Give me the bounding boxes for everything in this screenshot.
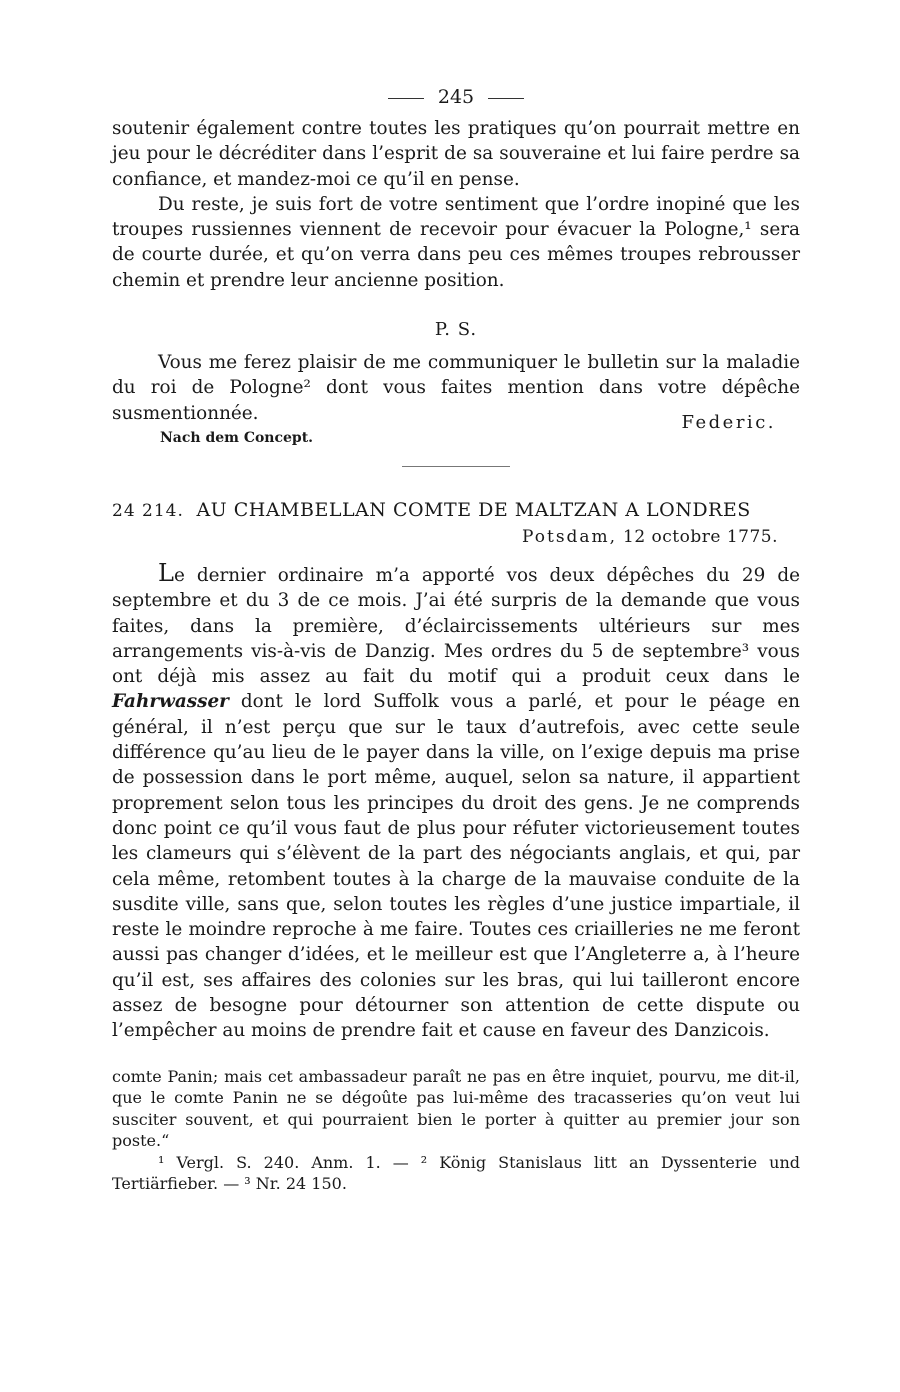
postscript-text: Vous me ferez plaisir de me communiquer le bulletin sur la maladie du roi de Pologne² dont vous faites mention dans votre dépêche susmentionnée. [112,352,800,424]
footnotes [112,1066,800,1195]
letter-end-paragraph-1: soutenir également contre toutes les pratiques qu’on pourrait mettre en jeu pour le décréditer dans l’esprit de sa souveraine et lui faire perdre sa confiance, et mandez-moi ce qu’il en pense. [112,118,800,190]
header-rule-right [488,98,524,99]
section-separator [402,466,510,467]
running-header [112,86,800,116]
dateline [112,527,778,547]
document-heading [112,499,800,521]
letter-end-paragraph-2: Du reste, je suis fort de votre sentiment que l’ordre inopiné que les troupes russiennes viennent de recevoir pour évacuer la Pologne,¹ sera de courte durée, et qu’on verra dans peu ces mêmes troupes rebrousser chemin et prendre leur ancienne position. [112,193,800,291]
closing-row [112,411,800,448]
page-number: 245 [437,86,475,108]
header-rule-left [388,98,424,99]
dateline-place: Potsdam, [522,526,618,547]
body-part-b: dont le lord Suffolk vous a parlé, et pour le péage en général, il n’est perçu que sur le taux d’autrefois, avec cette seule différence qu’au lieu de le payer dans la ville, on l’exige depuis ma prise de possession dans le port même, auquel, selon sa nature, il appartient proprement selon tous les principes du droit des gens. Je ne comprends donc point ce qu’il vous faut de plus pour réfuter victorieusement toutes les clameurs qui s’élèvent de la part des négociants anglais, et qui, par cela même, retombent toutes à la charge de la mauvaise conduite de la susdite ville, sans que, selon toutes les règles d’une justice impartiale, il reste le moindre reproche à me faire. Toutes ces criailleries ne me feront aussi pas changer d’idées, et le meilleur est que l’Angleterre a, à l’heure qu’il est, ses affaires des colonies sur les bras, qui lui tailleront encore assez de besogne pour détourner son attention de cette dispute ou l’empêcher au moins de prendre fait et cause en faveur des Danzicois. [112,691,800,1042]
footnote-continuation: comte Panin; mais cet ambassadeur paraît ne pas en être inquiet, pourvu, me dit-il, que le comte Panin ne se dégoûte pas lui-même des tracasseries qu’on veut lui susciter souvent, et qui pourraient bien le porter à quitter au premier jour son poste.“ [112,1066,800,1151]
drop-cap: L [158,558,174,587]
signature: Federic. [681,411,776,433]
dateline-date: 12 octobre 1775. [623,526,778,547]
footnote-list: ¹ Vergl. S. 240. Anm. 1. — ² König Stanislaus litt an Dyssenterie und Tertiärfieber. — ³ Nr. 24 150. [112,1152,800,1194]
source-note: Nach dem Concept. [160,429,314,446]
page [112,86,800,1195]
postscript-heading: P. S. [434,319,478,341]
document-number: 24 214. [112,500,184,521]
body-italic-term: Fahrwasser [112,691,229,713]
body-part-a: e dernier ordinaire m’a apporté vos deux dépêches du 29 de septembre et du 3 de ce mois. J’ai été surpris de la demande que vous faites, dans la première, d’éclaircissements ultérieurs sur mes arrangements vis-à-vis de Danzig. Mes ordres du 5 de septembre³ vous ont déjà mis assez au fait du motif qui a produit ceux dans le [112,564,800,688]
document-body [112,558,800,1044]
document-title: AU CHAMBELLAN COMTE DE MALTZAN A LONDRES [196,498,751,521]
